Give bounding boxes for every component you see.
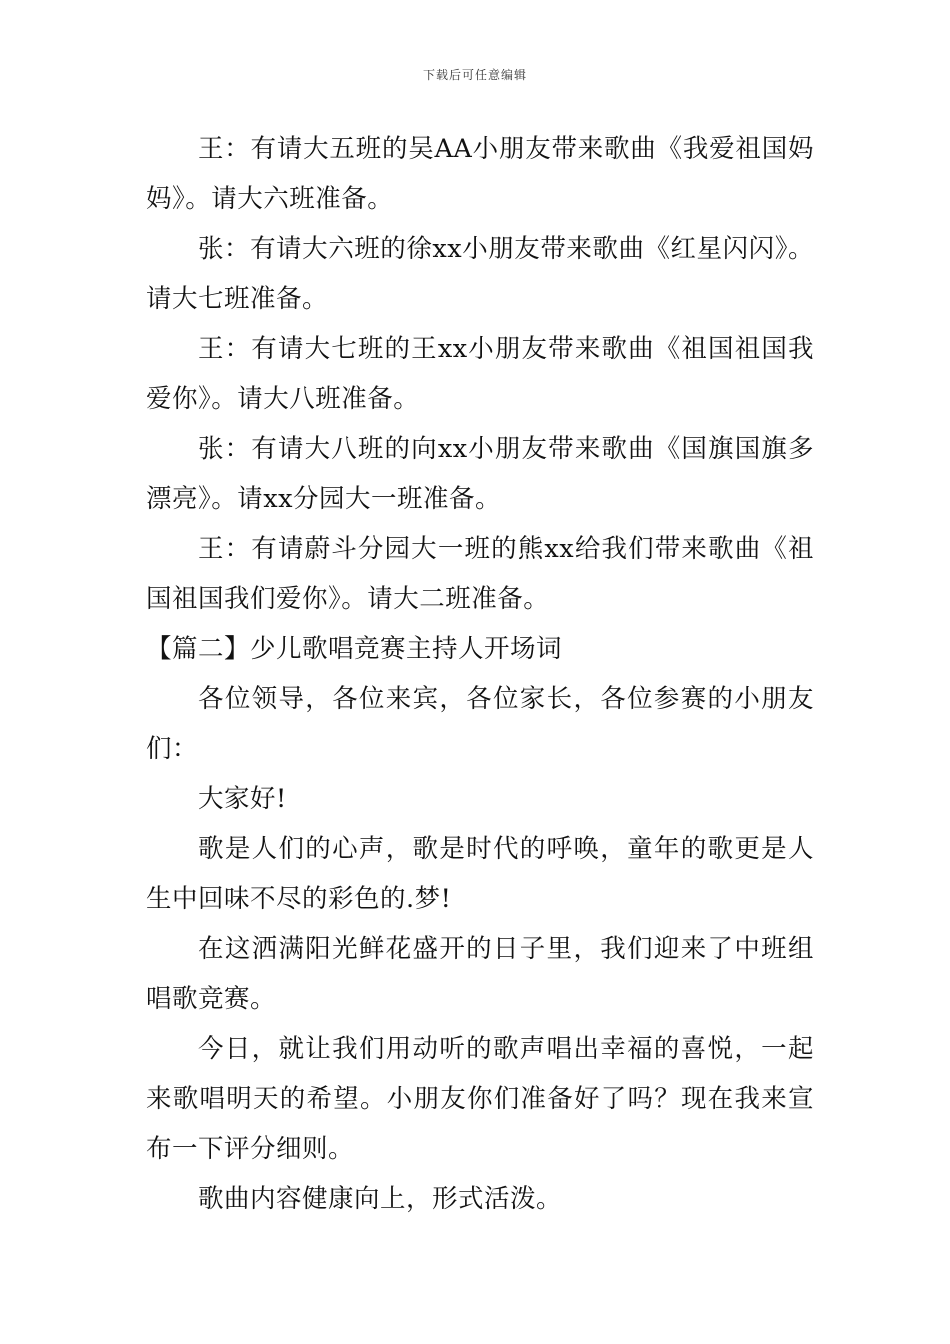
section-paragraph: 大家好! [198,784,287,814]
section-paragraph: 歌是人们的心声，歌是时代的呼唤，童年的歌更是人生中回味不尽的彩色的.梦! [146,834,814,914]
section-paragraph: 今日，就让我们用动听的歌声唱出幸福的喜悦，一起来歌唱明天的希望。小朋友你们准备好了吗？现在我来宣布一下评分细则。 [146,1034,814,1164]
host-line-paragraph: 王：有请蔚斗分园大一班的熊xx给我们带来歌曲《祖国祖国我们爱你》。请大二班准备。 [146,534,814,614]
section-paragraph: 在这洒满阳光鲜花盛开的日子里，我们迎来了中班组唱歌竞赛。 [146,934,814,1014]
host-line-paragraph: 张：有请大六班的徐xx小朋友带来歌曲《红星闪闪》。请大七班准备。 [146,234,814,314]
section-heading: 【篇二】少儿歌唱竞赛主持人开场词 [146,634,563,664]
section-paragraph: 歌曲内容健康向上，形式活泼。 [198,1184,563,1214]
host-line-paragraph: 张：有请大八班的向xx小朋友带来歌曲《国旗国旗多漂亮》。请xx分园大一班准备。 [146,434,814,514]
host-line-paragraph: 王：有请大五班的吴AA小朋友带来歌曲《我爱祖国妈妈》。请大六班准备。 [146,134,814,214]
page-header-note: 下载后可任意编辑 [422,68,527,82]
section-paragraph: 各位领导，各位来宾，各位家长，各位参赛的小朋友们： [146,684,814,764]
host-line-paragraph: 王：有请大七班的王xx小朋友带来歌曲《祖国祖国我爱你》。请大八班准备。 [146,334,814,414]
document-body [146,124,814,1224]
